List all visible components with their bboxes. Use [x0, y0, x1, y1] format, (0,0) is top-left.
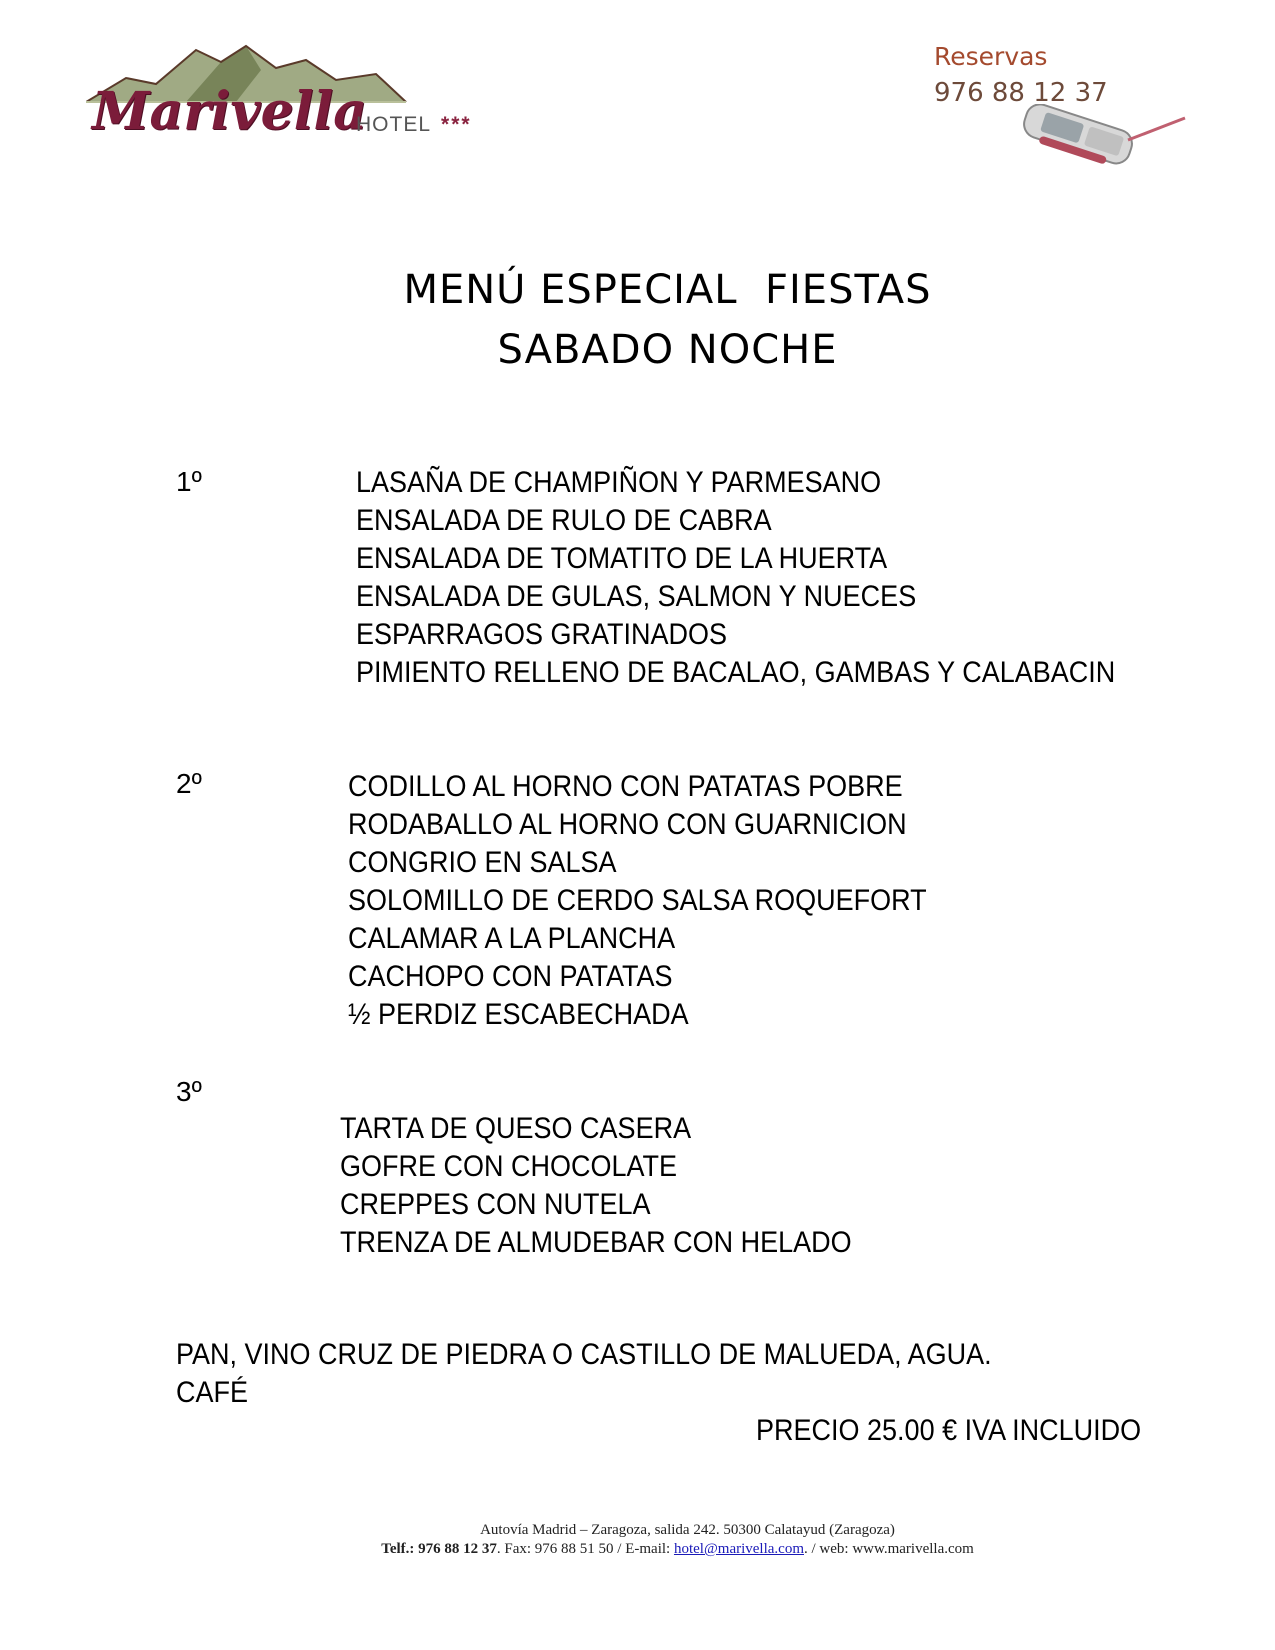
list-item: CALAMAR A LA PLANCHA: [348, 922, 676, 955]
footer-fax: . Fax: 976 88 51 50 / E-mail:: [496, 1541, 674, 1557]
course-number-1: 1º: [176, 466, 202, 497]
list-item: PIMIENTO RELLENO DE BACALAO, GAMBAS Y CALABACIN: [356, 656, 1116, 689]
reservas-block: [930, 40, 1190, 180]
course-number-3: 3º: [176, 1076, 202, 1107]
list-item: CODILLO AL HORNO CON PATATAS POBRE: [348, 770, 903, 803]
footer-address: Autovía Madrid – Zaragoza, salida 242. 50300 Calatayud (Zaragoza): [480, 1522, 895, 1538]
list-item: ENSALADA DE RULO DE CABRA: [356, 504, 772, 537]
footer-contact: [40, 1540, 1275, 1558]
reservas-label: Reservas: [934, 42, 1048, 71]
list-item: CACHOPO CON PATATAS: [348, 960, 673, 993]
list-item: CONGRIO EN SALSA: [348, 846, 617, 879]
extras-line-2: CAFÉ: [176, 1376, 249, 1409]
list-item: GOFRE CON CHOCOLATE: [340, 1150, 678, 1183]
menu-title: MENÚ ESPECIAL FIESTAS: [403, 267, 932, 313]
footer-tel: Telf.: 976 88 12 37: [381, 1541, 497, 1557]
list-item: CREPPES CON NUTELA: [340, 1188, 651, 1221]
list-item: TARTA DE QUESO CASERA: [340, 1112, 692, 1145]
reservas-phone: 976 88 12 37: [934, 78, 1108, 108]
course-number-2: 2º: [176, 768, 202, 799]
list-item: ENSALADA DE TOMATITO DE LA HUERTA: [356, 542, 888, 575]
hotel-logo: [86, 40, 536, 150]
course-2-list: [348, 768, 991, 1034]
course-3-list: [340, 1110, 908, 1262]
course-1-list: [356, 464, 1200, 692]
logo-name: Marivella: [92, 81, 367, 142]
footer-web: . / web: www.marivella.com: [804, 1541, 974, 1557]
list-item: SOLOMILLO DE CERDO SALSA ROQUEFORT: [348, 884, 927, 917]
list-item: ENSALADA DE GULAS, SALMON Y NUECES: [356, 580, 917, 613]
list-item: TRENZA DE ALMUDEBAR CON HELADO: [340, 1226, 852, 1259]
list-item: LASAÑA DE CHAMPIÑON Y PARMESANO: [356, 466, 882, 499]
phone-icon: [1010, 104, 1190, 184]
extras-line-1: PAN, VINO CRUZ DE PIEDRA O CASTILLO DE MALUEDA, AGUA.: [176, 1338, 992, 1371]
email-link[interactable]: hotel@marivella.com: [673, 1541, 804, 1557]
menu-subtitle: SABADO NOCHE: [497, 327, 838, 373]
price-label: PRECIO 25.00 € IVA INCLUIDO: [756, 1414, 1142, 1447]
list-item: ½ PERDIZ ESCABECHADA: [348, 998, 689, 1031]
logo-hotel-label: HOTEL ***: [356, 113, 472, 136]
list-item: RODABALLO AL HORNO CON GUARNICION: [348, 808, 907, 841]
list-item: ESPARRAGOS GRATINADOS: [356, 618, 728, 651]
hotel-stars: ***: [441, 113, 472, 136]
